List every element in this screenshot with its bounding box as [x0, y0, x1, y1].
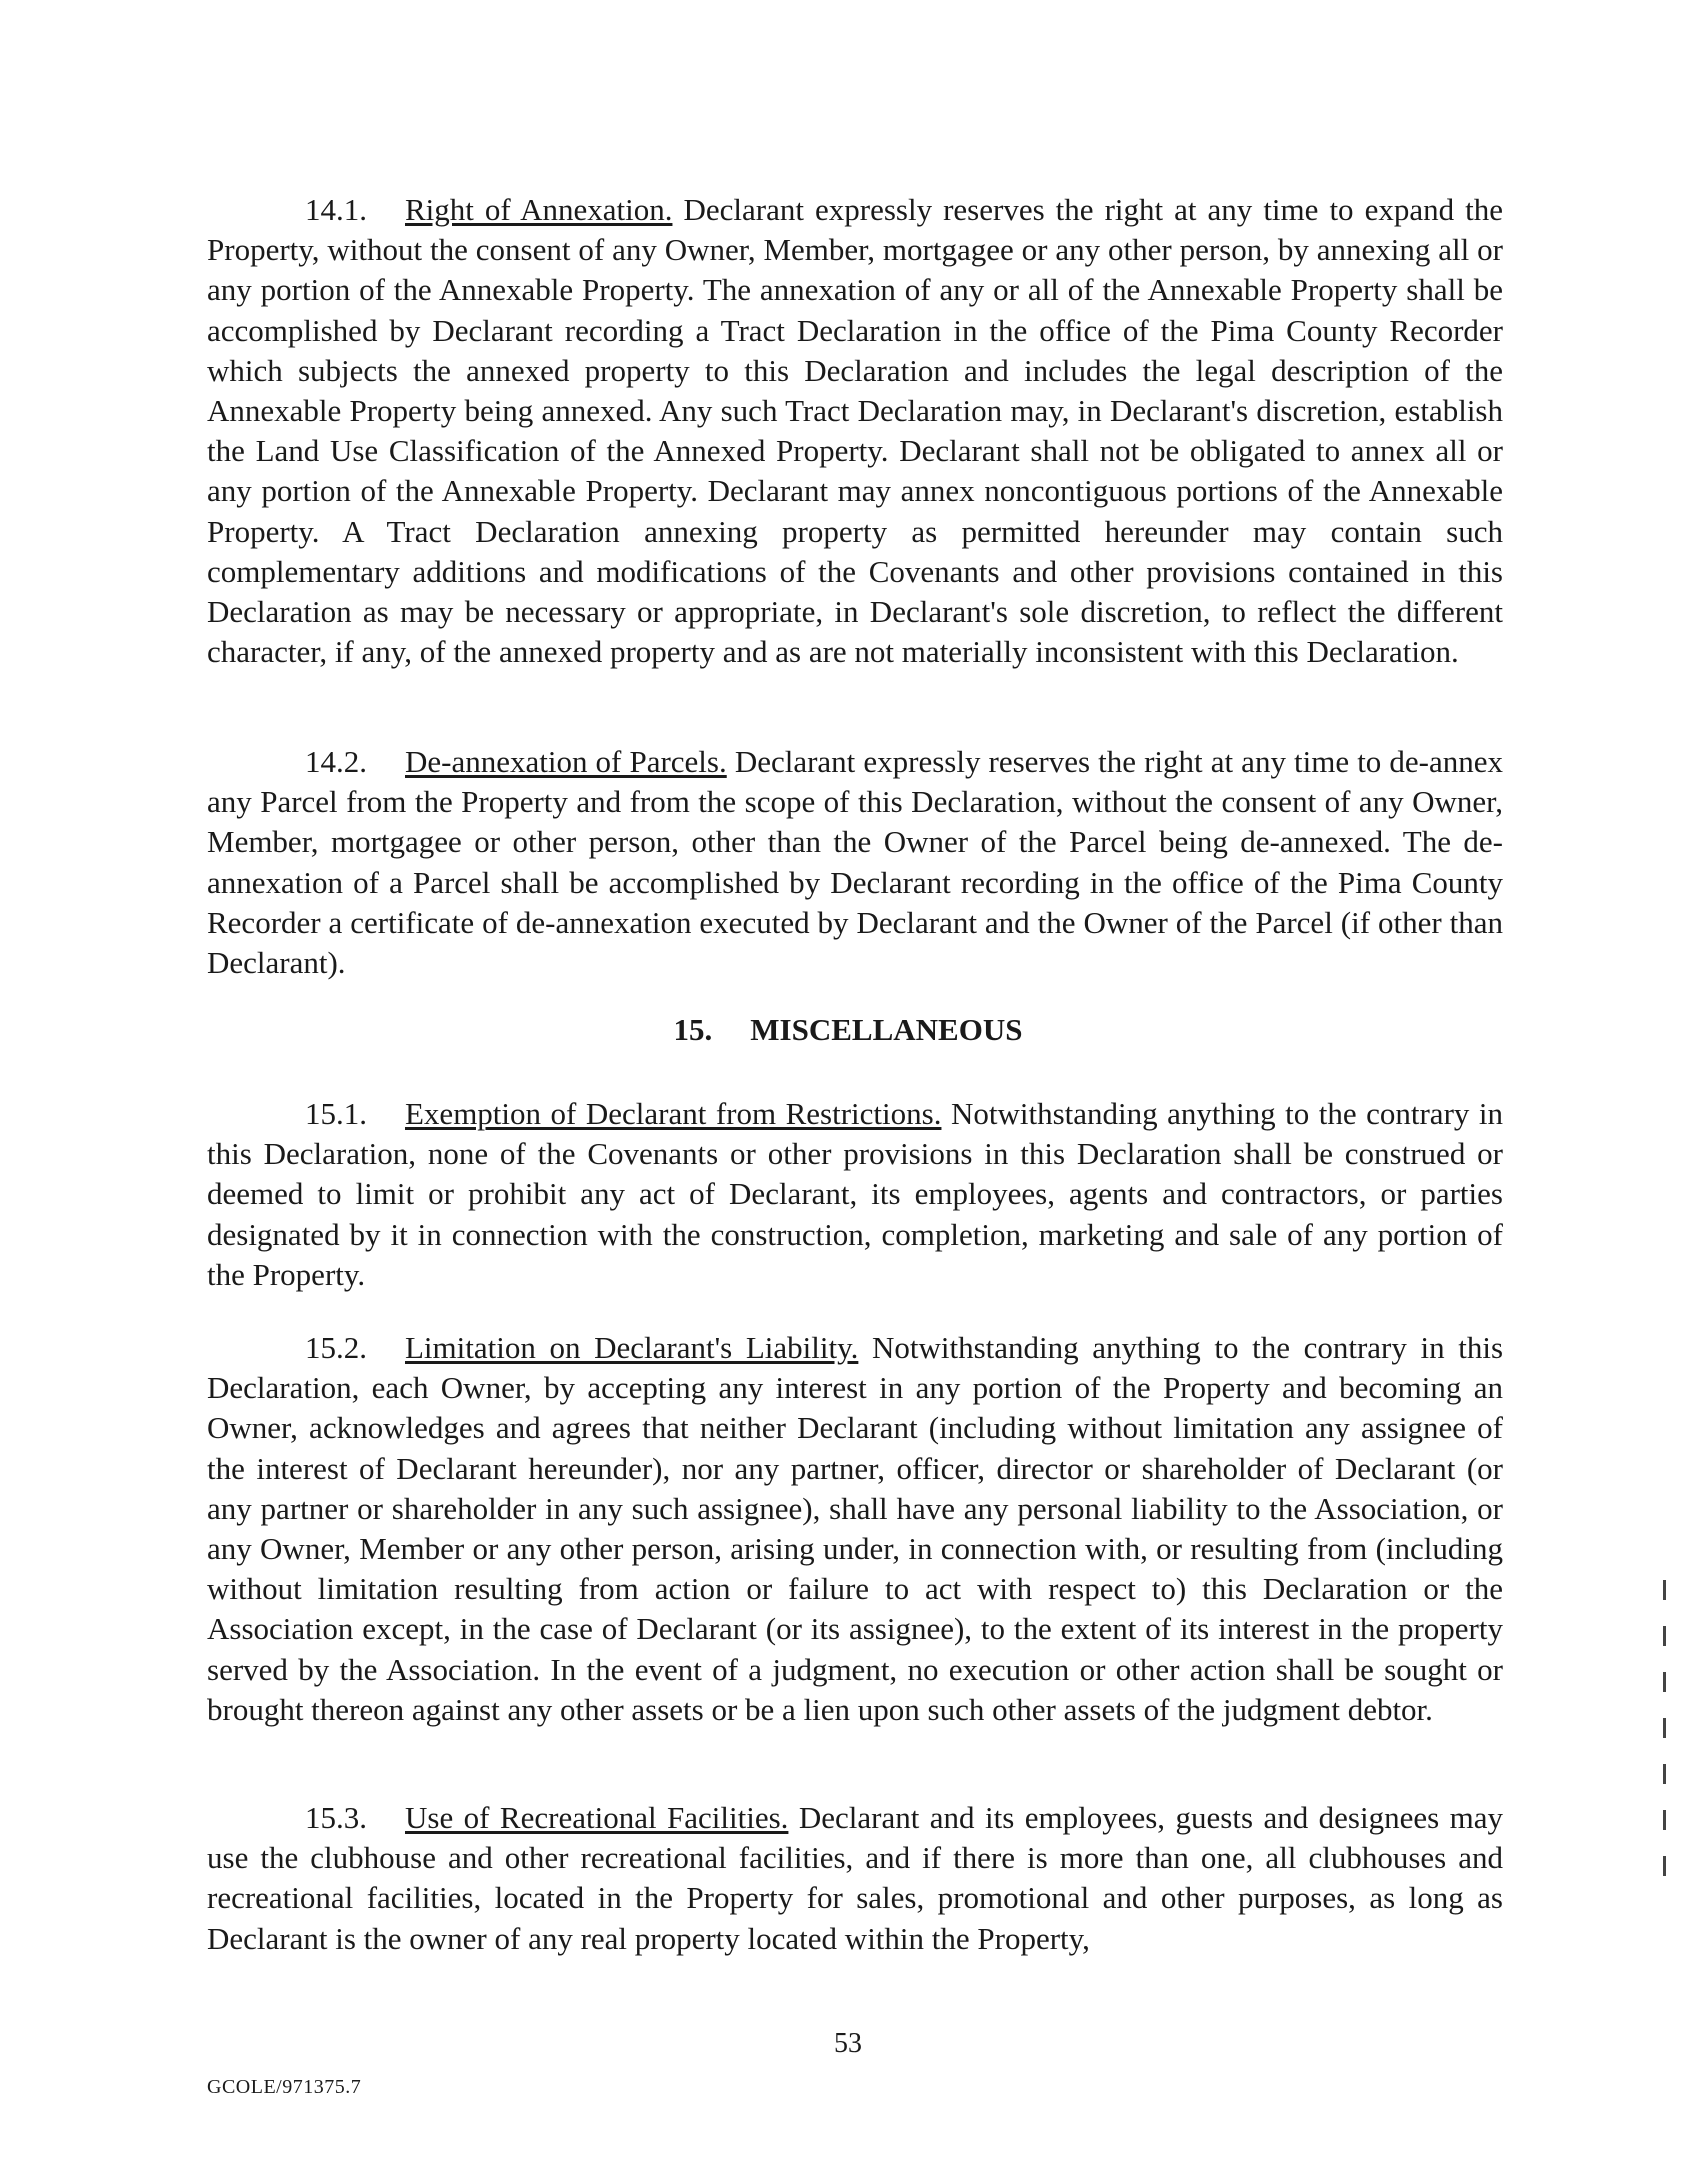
- section-title: Use of Recreational Facilities.: [405, 1800, 789, 1835]
- section-15-2: [207, 1328, 1503, 1730]
- heading-number: 15.: [673, 1012, 713, 1047]
- section-15-1: [207, 1094, 1503, 1295]
- section-title: Limitation on Declarant's Liability.: [405, 1330, 859, 1365]
- section-14-1: [207, 190, 1503, 672]
- margin-recording-mark: [1656, 1580, 1672, 1902]
- section-number: 15.2.: [305, 1330, 367, 1365]
- section-title: Exemption of Declarant from Restrictions.: [405, 1096, 942, 1131]
- section-number: 14.2.: [305, 744, 367, 779]
- section-body: Declarant and its employees, guests and designees may use the clubhouse and other recreational facilities, and if there is more than one, all clubhouses and recreational facilities, located in the Property for sales, promotional and other purposes, as long as Declarant is the owner of any real property located within the Property,: [207, 1800, 1503, 1956]
- page-number: 53: [834, 2028, 862, 2059]
- section-15-3: [207, 1798, 1503, 1959]
- section-title: De-annexation of Parcels.: [405, 744, 727, 779]
- section-heading: [0, 1012, 1696, 1048]
- section-body: Notwithstanding anything to the contrary in this Declaration, none of the Covenants or other provisions in this Declaration shall be construed or deemed to limit or prohibit any act of Declarant, its employees, agents and contractors, or parties designated by it in connection with the construction, completion, marketing and sale of any portion of the Property.: [207, 1096, 1504, 1292]
- section-number: 15.3.: [305, 1800, 367, 1835]
- section-number: 14.1.: [305, 192, 367, 227]
- section-14-2: [207, 742, 1503, 983]
- section-number: 15.1.: [305, 1096, 367, 1131]
- heading-label: MISCELLANEOUS: [750, 1012, 1023, 1047]
- section-body: Declarant expressly reserves the right at any time to de-annex any Parcel from the Property and from the scope of this Declaration, without the consent of any Owner, Member, mortgagee or other person, other than the Owner of the Parcel being de-annexed. The de-annexation of a Parcel shall be accomplished by Declarant recording in the office of the Pima County Recorder a certificate of de-annexation executed by Declarant and the Owner of the Parcel (if other than Declarant).: [207, 744, 1503, 981]
- section-body: Notwithstanding anything to the contrary in this Declaration, each Owner, by accepting any interest in any portion of the Property and becoming an Owner, acknowledges and agrees that neither Declarant (including without limitation any assignee of the interest of Declarant hereunder), nor any partner, officer, director or shareholder of Declarant (or any partner or shareholder in any such assignee), shall have any personal liability to the Association, or any Owner, Member or any other person, arising under, in connection with, or resulting from (including without limitation resulting from action or failure to act with respect to) this Declaration or the Association except, in the case of Declarant (or its assignee), to the extent of its interest in the property served by the Association. In the event of a judgment, no execution or other action shall be sought or brought thereon against any other assets or be a lien upon such other assets of the judgment debtor.: [207, 1330, 1504, 1727]
- section-title: Right of Annexation.: [405, 192, 673, 227]
- section-body: Declarant expressly reserves the right at any time to expand the Property, without the consent of any Owner, Member, mortgagee or any other person, by annexing all or any portion of the Annexable Property. The annexation of any or all of the Annexable Property shall be accomplished by Declarant recording a Tract Declaration in the office of the Pima County Recorder which subjects the annexed property to this Declaration and includes the legal description of the Annexable Property being annexed. Any such Tract Declaration may, in Declarant's discretion, establish the Land Use Classification of the Annexed Property. Declarant shall not be obligated to annex all or any portion of the Annexable Property. Declarant may annex noncontiguous portions of the Annexable Property. A Tract Declaration annexing property as permitted hereunder may contain such complementary additions and modifications of the Covenants and other provisions contained in this Declaration as may be necessary or appropriate, in Declarant's sole discretion, to reflect the different character, if any, of the annexed property and as are not materially inconsistent with this Declaration.: [207, 192, 1503, 670]
- document-id: GCOLE/971375.7: [207, 2076, 362, 2098]
